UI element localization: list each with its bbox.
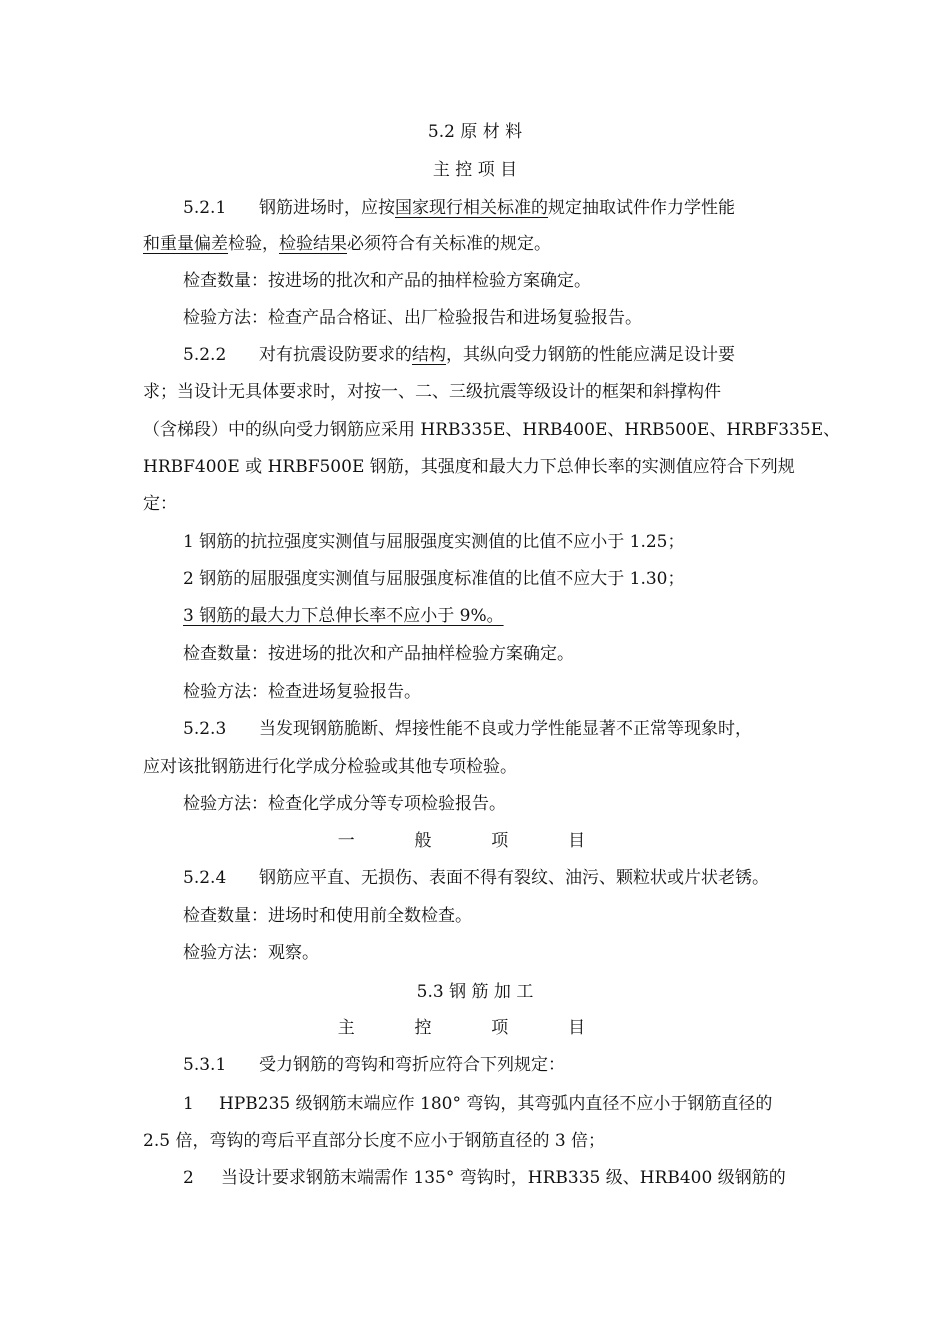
section-title-5-2: 5.2 原 材 料	[427, 122, 523, 142]
clause-5-2-2-line-1: 5.2.2 对有抗震设防要求的结构，其纵向受力钢筋的性能应满足设计要	[183, 345, 735, 365]
main-control-heading: 主 控 项 目	[337, 1018, 613, 1038]
check-quantity-text: 检查数量：按进场的批次和产品抽样检验方案确定。	[183, 644, 574, 664]
underlined-text: 和重量偏差	[143, 234, 228, 254]
underlined-text: 国家现行相关标准的	[395, 198, 548, 218]
underlined-text: 检验结果	[279, 234, 347, 254]
item-number: 2	[183, 1168, 194, 1188]
list-item-1: 1 钢筋的抗拉强度实测值与屈服强度实测值的比值不应小于 1.25；	[183, 532, 685, 552]
check-quantity-text: 检查数量：按进场的批次和产品的抽样检验方案确定。	[183, 271, 591, 291]
clause-number: 5.2.4	[183, 868, 227, 888]
clause-number: 5.3.1	[183, 1055, 227, 1075]
clause-number: 5.2.3	[183, 719, 227, 739]
clause-5-2-2-line-4: HRBF400E 或 HRBF500E 钢筋，其强度和最大力下总伸长率的实测值应符合下列规	[143, 457, 795, 477]
clause-5-2-4-line-1: 5.2.4 钢筋应平直、无损伤、表面不得有裂纹、油污、颗粒状或片状老锈。	[183, 868, 769, 888]
clause-5-3-1-line-1: 5.3.1 受力钢筋的弯钩和弯折应符合下列规定：	[183, 1055, 565, 1075]
item-5-3-1-1-line-2: 2.5 倍，弯钩的弯后平直部分长度不应小于钢筋直径的 3 倍；	[143, 1131, 606, 1151]
check-quantity-text: 检查数量：进场时和使用前全数检查。	[183, 906, 472, 926]
inspection-method-text: 检验方法：检查进场复验报告。	[183, 682, 421, 702]
clause-5-2-2-line-5: 定：	[143, 494, 177, 514]
item-5-3-1-2-line-1: 2 当设计要求钢筋末端需作 135° 弯钩时，HRB335 级、HRB400 级钢筋的	[183, 1168, 786, 1188]
underlined-text: 结构	[412, 345, 446, 365]
clause-5-2-1-line-1: 5.2.1 钢筋进场时，应按国家现行相关标准的规定抽取试件作力学性能	[183, 198, 735, 218]
clause-number: 5.2.1	[183, 198, 227, 218]
main-control-heading: 主 控 项 目	[432, 160, 518, 180]
list-item-2: 2 钢筋的屈服强度实测值与屈服强度标准值的比值不应大于 1.30；	[183, 569, 685, 589]
clause-5-2-3-line-2: 应对该批钢筋进行化学成分检验或其他专项检验。	[143, 757, 517, 777]
underlined-text: 3 钢筋的最大力下总伸长率不应小于 9%。	[183, 606, 504, 626]
clause-5-2-1-line-2: 和重量偏差检验，检验结果必须符合有关标准的规定。	[143, 234, 551, 254]
inspection-method-text: 检验方法：观察。	[183, 943, 319, 963]
clause-5-2-3-line-1: 5.2.3 当发现钢筋脆断、焊接性能不良或力学性能显著不正常等现象时，	[183, 719, 752, 739]
clause-number: 5.2.2	[183, 345, 227, 365]
section-title-5-3: 5.3 钢 筋 加 工	[416, 982, 534, 1002]
item-5-3-1-1-line-1: 1 HPB235 级钢筋末端应作 180° 弯钩，其弯弧内直径不应小于钢筋直径的	[183, 1094, 773, 1114]
inspection-method-text: 检验方法：检查化学成分等专项检验报告。	[183, 794, 506, 814]
general-items-heading: 一 般 项 目	[337, 831, 613, 851]
inspection-method-text: 检验方法：检查产品合格证、出厂检验报告和进场复验报告。	[183, 308, 642, 328]
list-item-3	[183, 605, 518, 627]
item-number: 1	[183, 1094, 194, 1114]
clause-5-2-2-line-2: 求；当设计无具体要求时，对按一、二、三级抗震等级设计的框架和斜撑构件	[143, 382, 721, 402]
clause-5-2-2-line-3: （含梯段）中的纵向受力钢筋应采用 HRB335E、HRB400E、HRB500E、HRBF335E、	[143, 420, 841, 440]
